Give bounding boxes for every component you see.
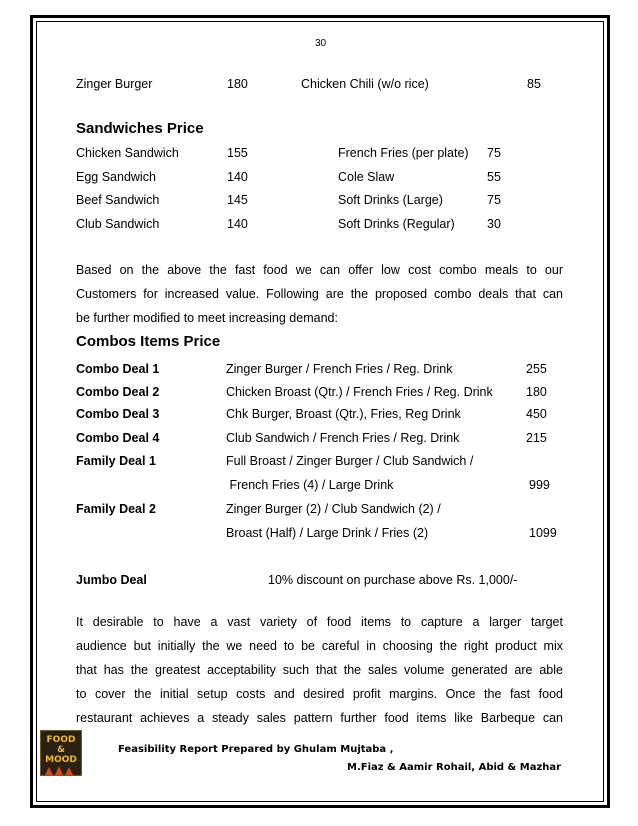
combo-name: Combo Deal 2 xyxy=(76,385,160,399)
combo-price: 215 xyxy=(526,431,547,445)
page-number: 30 xyxy=(315,38,327,49)
combo-desc: Club Sandwich / French Fries / Reg. Drink xyxy=(226,431,460,445)
side-price: 55 xyxy=(487,170,501,184)
side-item: Cole Slaw xyxy=(338,170,395,184)
jumbo-deal-name: Jumbo Deal xyxy=(76,573,147,587)
menu-item: Chicken Chili (w/o rice) xyxy=(301,77,429,91)
combo-desc: Chicken Broast (Qtr.) / French Fries / Reg. Drink xyxy=(226,385,493,399)
footer-line-1: Feasibility Report Prepared by Ghulam Mujtaba , xyxy=(118,744,394,755)
combo-desc-cont: French Fries (4) / Large Drink xyxy=(226,478,394,492)
combo-desc: Zinger Burger / French Fries / Reg. Drink xyxy=(226,362,453,376)
paragraph-line: to cover the initial setup costs and desired profit margins. Once the fast food xyxy=(76,687,563,701)
combo-name: Family Deal 1 xyxy=(76,454,156,468)
combo-price: 180 xyxy=(526,385,547,399)
sandwich-price: 140 xyxy=(227,217,248,231)
paragraph-line: that has the greatest acceptability such that the sales volume generated are able xyxy=(76,663,563,677)
combo-price: 999 xyxy=(529,478,550,492)
combo-desc: Zinger Burger (2) / Club Sandwich (2) / xyxy=(226,502,441,516)
food-and-mood-logo xyxy=(40,730,82,776)
footer-line-2: M.Fiaz & Aamir Rohail, Abid & Mazhar xyxy=(347,762,562,773)
paragraph-combo-intro xyxy=(76,258,563,330)
combos-heading: Combos Items Price xyxy=(76,333,221,350)
sandwich-item: Chicken Sandwich xyxy=(76,146,179,160)
side-item: Soft Drinks (Regular) xyxy=(338,217,455,231)
combo-name: Combo Deal 3 xyxy=(76,407,160,421)
sandwich-item: Beef Sandwich xyxy=(76,193,160,207)
logo-flame-icon xyxy=(41,765,81,775)
combo-price: 1099 xyxy=(529,526,557,540)
paragraph-product-mix xyxy=(76,610,563,730)
paragraph-line: be further modified to meet increasing demand: xyxy=(76,311,338,325)
sandwich-item: Club Sandwich xyxy=(76,217,160,231)
logo-text: & xyxy=(57,745,65,755)
combo-price: 255 xyxy=(526,362,547,376)
sandwich-price: 145 xyxy=(227,193,248,207)
paragraph-line: Based on the above the fast food we can offer low cost combo meals to our xyxy=(76,263,563,277)
side-price: 75 xyxy=(487,146,501,160)
menu-price: 180 xyxy=(227,77,248,91)
side-item: Soft Drinks (Large) xyxy=(338,193,443,207)
combo-name: Family Deal 2 xyxy=(76,502,156,516)
combo-price: 450 xyxy=(526,407,547,421)
combo-desc: Chk Burger, Broast (Qtr.), Fries, Reg Drink xyxy=(226,407,461,421)
logo-text: FOOD xyxy=(46,735,76,745)
jumbo-deal-desc: 10% discount on purchase above Rs. 1,000/- xyxy=(268,573,518,587)
side-price: 75 xyxy=(487,193,501,207)
combo-name: Combo Deal 4 xyxy=(76,431,160,445)
paragraph-line: restaurant achieves a steady sales pattern further food items like Barbeque can xyxy=(76,711,563,725)
paragraph-line: Customers for increased value. Following are the proposed combo deals that can xyxy=(76,287,563,301)
paragraph-line: It desirable to have a vast variety of food items to capture a larger target xyxy=(76,615,563,629)
side-item: French Fries (per plate) xyxy=(338,146,469,160)
sandwich-price: 155 xyxy=(227,146,248,160)
menu-item: Zinger Burger xyxy=(76,77,153,91)
combo-name: Combo Deal 1 xyxy=(76,362,160,376)
side-price: 30 xyxy=(487,217,501,231)
sandwich-item: Egg Sandwich xyxy=(76,170,156,184)
combo-desc-cont: Broast (Half) / Large Drink / Fries (2) xyxy=(226,526,429,540)
logo-text: MOOD xyxy=(45,755,77,765)
paragraph-line: audience but initially the we need to be careful in choosing the right product mix xyxy=(76,639,563,653)
sandwich-price: 140 xyxy=(227,170,248,184)
combo-desc: Full Broast / Zinger Burger / Club Sandwich / xyxy=(226,454,474,468)
menu-price: 85 xyxy=(527,77,541,91)
sandwiches-heading: Sandwiches Price xyxy=(76,120,204,137)
